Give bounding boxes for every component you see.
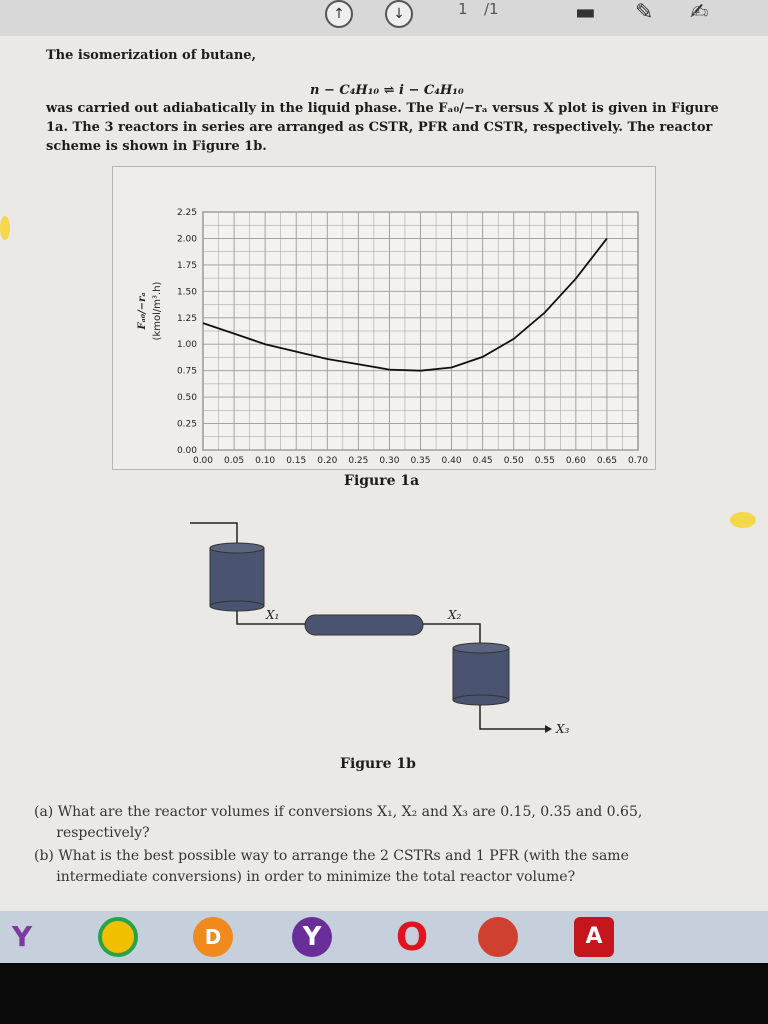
viewer-toolbar — [0, 0, 768, 37]
problem-paragraph — [46, 99, 736, 156]
y-tick-label: 0.50 — [176, 393, 197, 404]
y-tick-label: 0.75 — [176, 366, 197, 377]
x-tick-label: 0.40 — [441, 456, 462, 466]
figure-1b-caption: Figure 1b — [340, 756, 416, 772]
media-player-icon[interactable]: D — [193, 917, 233, 957]
sign-icon[interactable]: ✍ — [690, 0, 709, 25]
question-a — [34, 802, 754, 844]
outlet-arrow-icon — [545, 725, 552, 733]
chrome-icon[interactable] — [98, 917, 138, 957]
y-tick-label: 0.00 — [176, 446, 197, 456]
feed-line — [190, 523, 237, 546]
y-tick-label: 1.75 — [176, 260, 197, 271]
page-total: /1 — [484, 0, 499, 18]
adobe-reader-icon[interactable]: A — [574, 917, 614, 957]
question-line: respectively? — [34, 825, 150, 841]
y-tick-label: 1.25 — [176, 313, 197, 324]
y-tick-label: 1.50 — [176, 287, 197, 298]
down-arrow-icon[interactable]: ↓ — [385, 0, 413, 28]
stream-x2-line — [423, 624, 480, 646]
opera-icon[interactable]: O — [395, 915, 429, 959]
x-tick-label: 0.45 — [472, 456, 493, 466]
x-tick-label: 0.00 — [192, 456, 214, 466]
question-line: (a) What are the reactor volumes if conversions X₁, X₂ and X₃ are 0.15, 0.35 and 0.65, — [34, 804, 643, 820]
paragraph-line: was carried out adiabatically in the liquid phase. The Fₐ₀/−rₐ versus X plot is given in Figure — [46, 101, 719, 116]
glare-spot — [0, 216, 10, 240]
pen-icon[interactable]: ✎ — [635, 0, 654, 25]
figure-1a-frame — [112, 166, 656, 470]
question-line: intermediate conversions) in order to minimize the total reactor volume? — [34, 869, 576, 885]
yahoo-browser-icon[interactable]: Y — [11, 920, 33, 953]
x-tick-label: 0.70 — [627, 456, 649, 466]
cstr-1 — [210, 543, 264, 611]
glare-spot — [730, 512, 756, 528]
x-tick-label: 0.35 — [410, 456, 431, 466]
x-tick-label: 0.30 — [379, 456, 400, 466]
figure-1b-scheme — [180, 516, 600, 746]
x-tick-label: 0.65 — [596, 456, 617, 466]
x-tick-label: 0.05 — [224, 456, 245, 466]
label-x1: X₁ — [266, 608, 280, 622]
comment-icon[interactable]: ▬ — [575, 0, 596, 25]
problem-title: The isomerization of butane, — [46, 48, 257, 63]
x-tick-label: 0.25 — [348, 456, 369, 466]
cstr-2 — [453, 643, 509, 705]
label-x3: X₃ — [556, 722, 570, 736]
x-tick-label: 0.60 — [565, 456, 586, 466]
x-tick-label: 0.20 — [317, 456, 338, 466]
question-b — [34, 846, 754, 888]
reaction-equation: n − C₄H₁₀ ⇌ i − C₄H₁₀ — [310, 83, 464, 98]
x-tick-label: 0.10 — [255, 456, 276, 466]
page-number[interactable]: 1 — [458, 0, 468, 18]
paragraph-line: scheme is shown in Figure 1b. — [46, 139, 267, 154]
y-axis-label: Fₐ₀/−rₐ — [137, 292, 148, 330]
figure-1a-caption: Figure 1a — [344, 473, 420, 489]
yahoo-app-icon[interactable]: Y — [292, 917, 332, 957]
y-tick-label: 0.25 — [176, 419, 197, 430]
up-arrow-icon[interactable]: ↑ — [325, 0, 353, 28]
chrome-alt-icon[interactable] — [478, 917, 518, 957]
taskbar — [0, 911, 768, 963]
y-tick-label: 2.00 — [176, 234, 197, 245]
x-tick-label: 0.50 — [503, 456, 524, 466]
paragraph-line: 1a. The 3 reactors in series are arranged as CSTR, PFR and CSTR, respectively. The reactor — [46, 120, 713, 135]
screen-bezel — [0, 963, 768, 1024]
question-line: (b) What is the best possible way to arrange the 2 CSTRs and 1 PFR (with the same — [34, 848, 629, 864]
x-tick-label: 0.55 — [534, 456, 555, 466]
document-page — [0, 36, 768, 911]
x-tick-label: 0.15 — [286, 456, 307, 466]
label-x2: X₂ — [448, 608, 462, 622]
pfr-reactor — [305, 615, 423, 635]
y-tick-label: 1.00 — [176, 340, 197, 351]
y-axis-unit-label: (kmol/m³.h) — [152, 281, 163, 341]
figure-1a-chart — [113, 167, 655, 469]
y-tick-label: 2.25 — [176, 208, 197, 218]
